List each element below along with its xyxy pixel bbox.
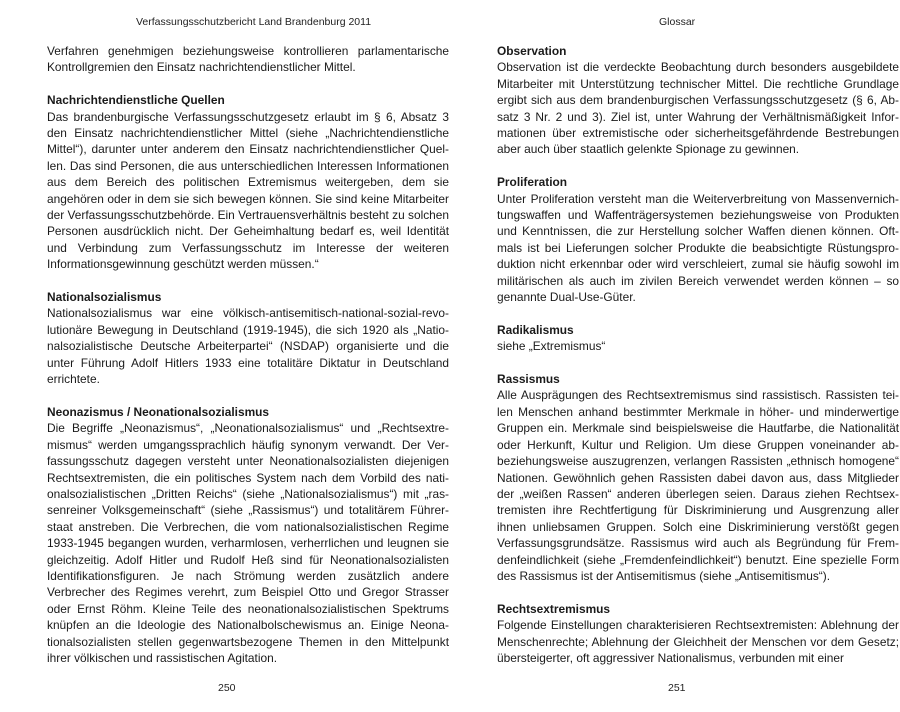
glossary-entry-rechtsextremismus	[497, 601, 899, 667]
glossary-term: Nationalsozialismus	[47, 290, 162, 305]
glossary-definition: Das brandenburgische Verfassungsschutzgesetz erlaubt im § 6, Absatz 3 den Einsatz nachrichtendienstlicher Mittel (siehe „Nachrichtendienstliche Mittel“), darunter unter anderem den Einsatz nachrichtendienstlicher Quellen. Das sind Personen, die aus unterschiedlichen Interessen Informationen aus dem Bereich des politischen Extremismus weitergeben, dem sie angehören oder in dem sie sich bewegen können. Sie sind keine Mitarbeiter der Verfassungsschutzbehörde. Ein Vertrauensverhältnis besteht zu solchen Personen ausdrücklich nicht. Der Geheimhaltung bedarf es, weil Identität und Verbindung zum Verfassungsschutz im Interesse der weiteren Informationsgewinnung geschützt werden müssen.“	[47, 109, 449, 272]
left-running-head: Verfassungsschutzbericht Land Brandenburg 2011	[136, 16, 372, 28]
glossary-entry-radikalismus	[497, 322, 899, 355]
glossary-definition: Observation ist die verdeckte Beobachtung durch besonders ausgebildete Mitarbeiter mit Unterstützung technischer Mittel. Die rechtliche Grundlage ergibt sich aus dem brandenburgischen Verfassungsschutzgesetz (§ 6, Absatz 3 Nr. 2 und 3). Ziel ist, unter Wahrung der Verhältnismäßigkeit Informationen über extremistische oder sicherheitsgefährdende Bestrebungen aber auch über staatlich gelenkte Spionage zu gewinnen.	[497, 60, 899, 157]
left-page-body	[47, 43, 449, 666]
glossary-term: Proliferation	[497, 175, 568, 190]
glossary-definition: Unter Proliferation versteht man die Weiterverbreitung von Massenvernichtungswaffen und Waffenträgersystemen beziehungsweise von Produkten und Kenntnissen, die zur Herstellung solcher Waffen dienen können. Oftmals ist bei Lieferungen solcher Produkte die beabsichtigte Rüstungsproduktion nicht erkennbar oder wird verschleiert, zumal sie häufig sowohl im militärischen als auch im zivilen Bereich verwendet werden können – so genannte Dual-Use-Güter.	[497, 191, 899, 305]
glossary-term: Radikalismus	[497, 322, 574, 337]
glossary-definition: Alle Ausprägungen des Rechtsextremismus sind rassistisch. Rassisten teilen Menschen anhand bestimmter Merkmale in höher- und minderwertige Gruppen ein. Merkmale sind beispielsweise die Hautfarbe, die Nationalität oder Herkunft, Kultur und Religion. Um diese Gruppen voneinander ab- beziehungsweise auszugrenzen, verlangen Rassisten „ethnisch homogene“ Nationen. Gewöhnlich gehen Rassisten dabei davon aus, dass Mitglieder der „weißen Rassen“ anderen überlegen seien. Daraus ziehen Rechtsextremisten ihre Rechtfertigung für Diskriminierung und Ausgrenzung aller ihnen unliebsamen Gruppen. Solch eine Diskriminierung verstößt gegen Verfassungsgrundsätze. Rassismus wird auch als Begründung für Fremdenfeindlichkeit (siehe „Fremdenfeindlichkeit“) benutzt. Eine spezielle Form des Rassismus ist der Antisemitismus (siehe „Antisemitismus“).	[497, 388, 899, 583]
glossary-definition: siehe „Extremismus“	[497, 339, 606, 354]
glossary-entry-rassismus	[497, 371, 899, 584]
glossary-entry-proliferation	[497, 174, 899, 305]
glossary-term: Neonazismus / Neonationalsozialismus	[47, 404, 270, 419]
glossary-entry-observation	[497, 43, 899, 158]
right-page-body	[497, 43, 899, 666]
left-page	[47, 0, 449, 712]
right-running-head: Glossar	[659, 16, 696, 28]
right-page-number: 251	[668, 682, 686, 694]
left-page-number: 250	[218, 682, 236, 694]
glossary-term: Rechtsextremismus	[497, 601, 611, 616]
continuation-paragraph: Verfahren genehmigen beziehungsweise kontrollieren parlamentarische Kontrollgremien den Einsatz nachrichtendienstlicher Mittel.	[47, 44, 449, 75]
glossary-definition: Die Begriffe „Neonazismus“, „Neonationalsozialismus“ und „Rechtsextremismus“ werden umgangssprachlich häufig synonym verwandt. Der Verfassungsschutz dagegen versteht unter Neonationalsozialisten diejenigen Rechtsextremisten, die ein politisches System nach dem Vorbild des nationalsozialistischen „Dritten Reichs“ (siehe „Nationalsozialismus“) mit „rassenreiner Volksgemeinschaft“ (siehe „Rassismus“) und totalitärem Führerstaat anstreben. Die Verbrechen, die vom nationalsozialistischen Regime 1933-1945 begangen wurden, verharmlosen, verherrlichen und leugnen sie gleichzeitig. Adolf Hitler und Rudolf Heß sind für Neonationalsozialisten Identifikationsfiguren. Je nach Strömung werden zusätzlich andere Verbrecher des Regimes verehrt, zum Beispiel Otto und Gregor Strasser oder Ernst Röhm. Kleine Teile des neonationalsozialistischen Spektrums knüpfen an die Ideologie des Nationalbolschewismus an. Einige Neonationalsozialisten stellen gegenwartsbezogene Themen in den Mittelpunkt ihrer völkischen und rassistischen Agitation.	[47, 421, 449, 665]
glossary-entry-nachrichtendienstliche-quellen	[47, 92, 449, 272]
glossary-entry-nationalsozialismus	[47, 289, 449, 387]
glossary-term: Rassismus	[497, 372, 560, 387]
glossary-definition: Nationalsozialismus war eine völkisch-antisemitisch-national-sozial-revolutionäre Bewegung in Deutschland (1919-1945), die sich 1920 als „Nationalsozialistische Deutsche Arbeiterpartei“ (NSDAP) organisierte und die unter Führung Adolf Hitlers 1933 eine totalitäre Diktatur in Deutschland errichtete.	[47, 306, 449, 387]
glossary-term: Nachrichtendienstliche Quellen	[47, 93, 225, 108]
glossary-definition: Folgende Einstellungen charakterisieren Rechtsextremisten: Ablehnung der Menschenrechte; Ablehnung der Gleichheit der Menschen vor dem Gesetz; übersteigerter, oft aggressiver Nationalismus, verbunden mit einer	[497, 618, 899, 665]
glossary-entry-neonazismus	[47, 404, 449, 667]
right-page	[497, 0, 899, 712]
glossary-term: Observation	[497, 44, 567, 58]
